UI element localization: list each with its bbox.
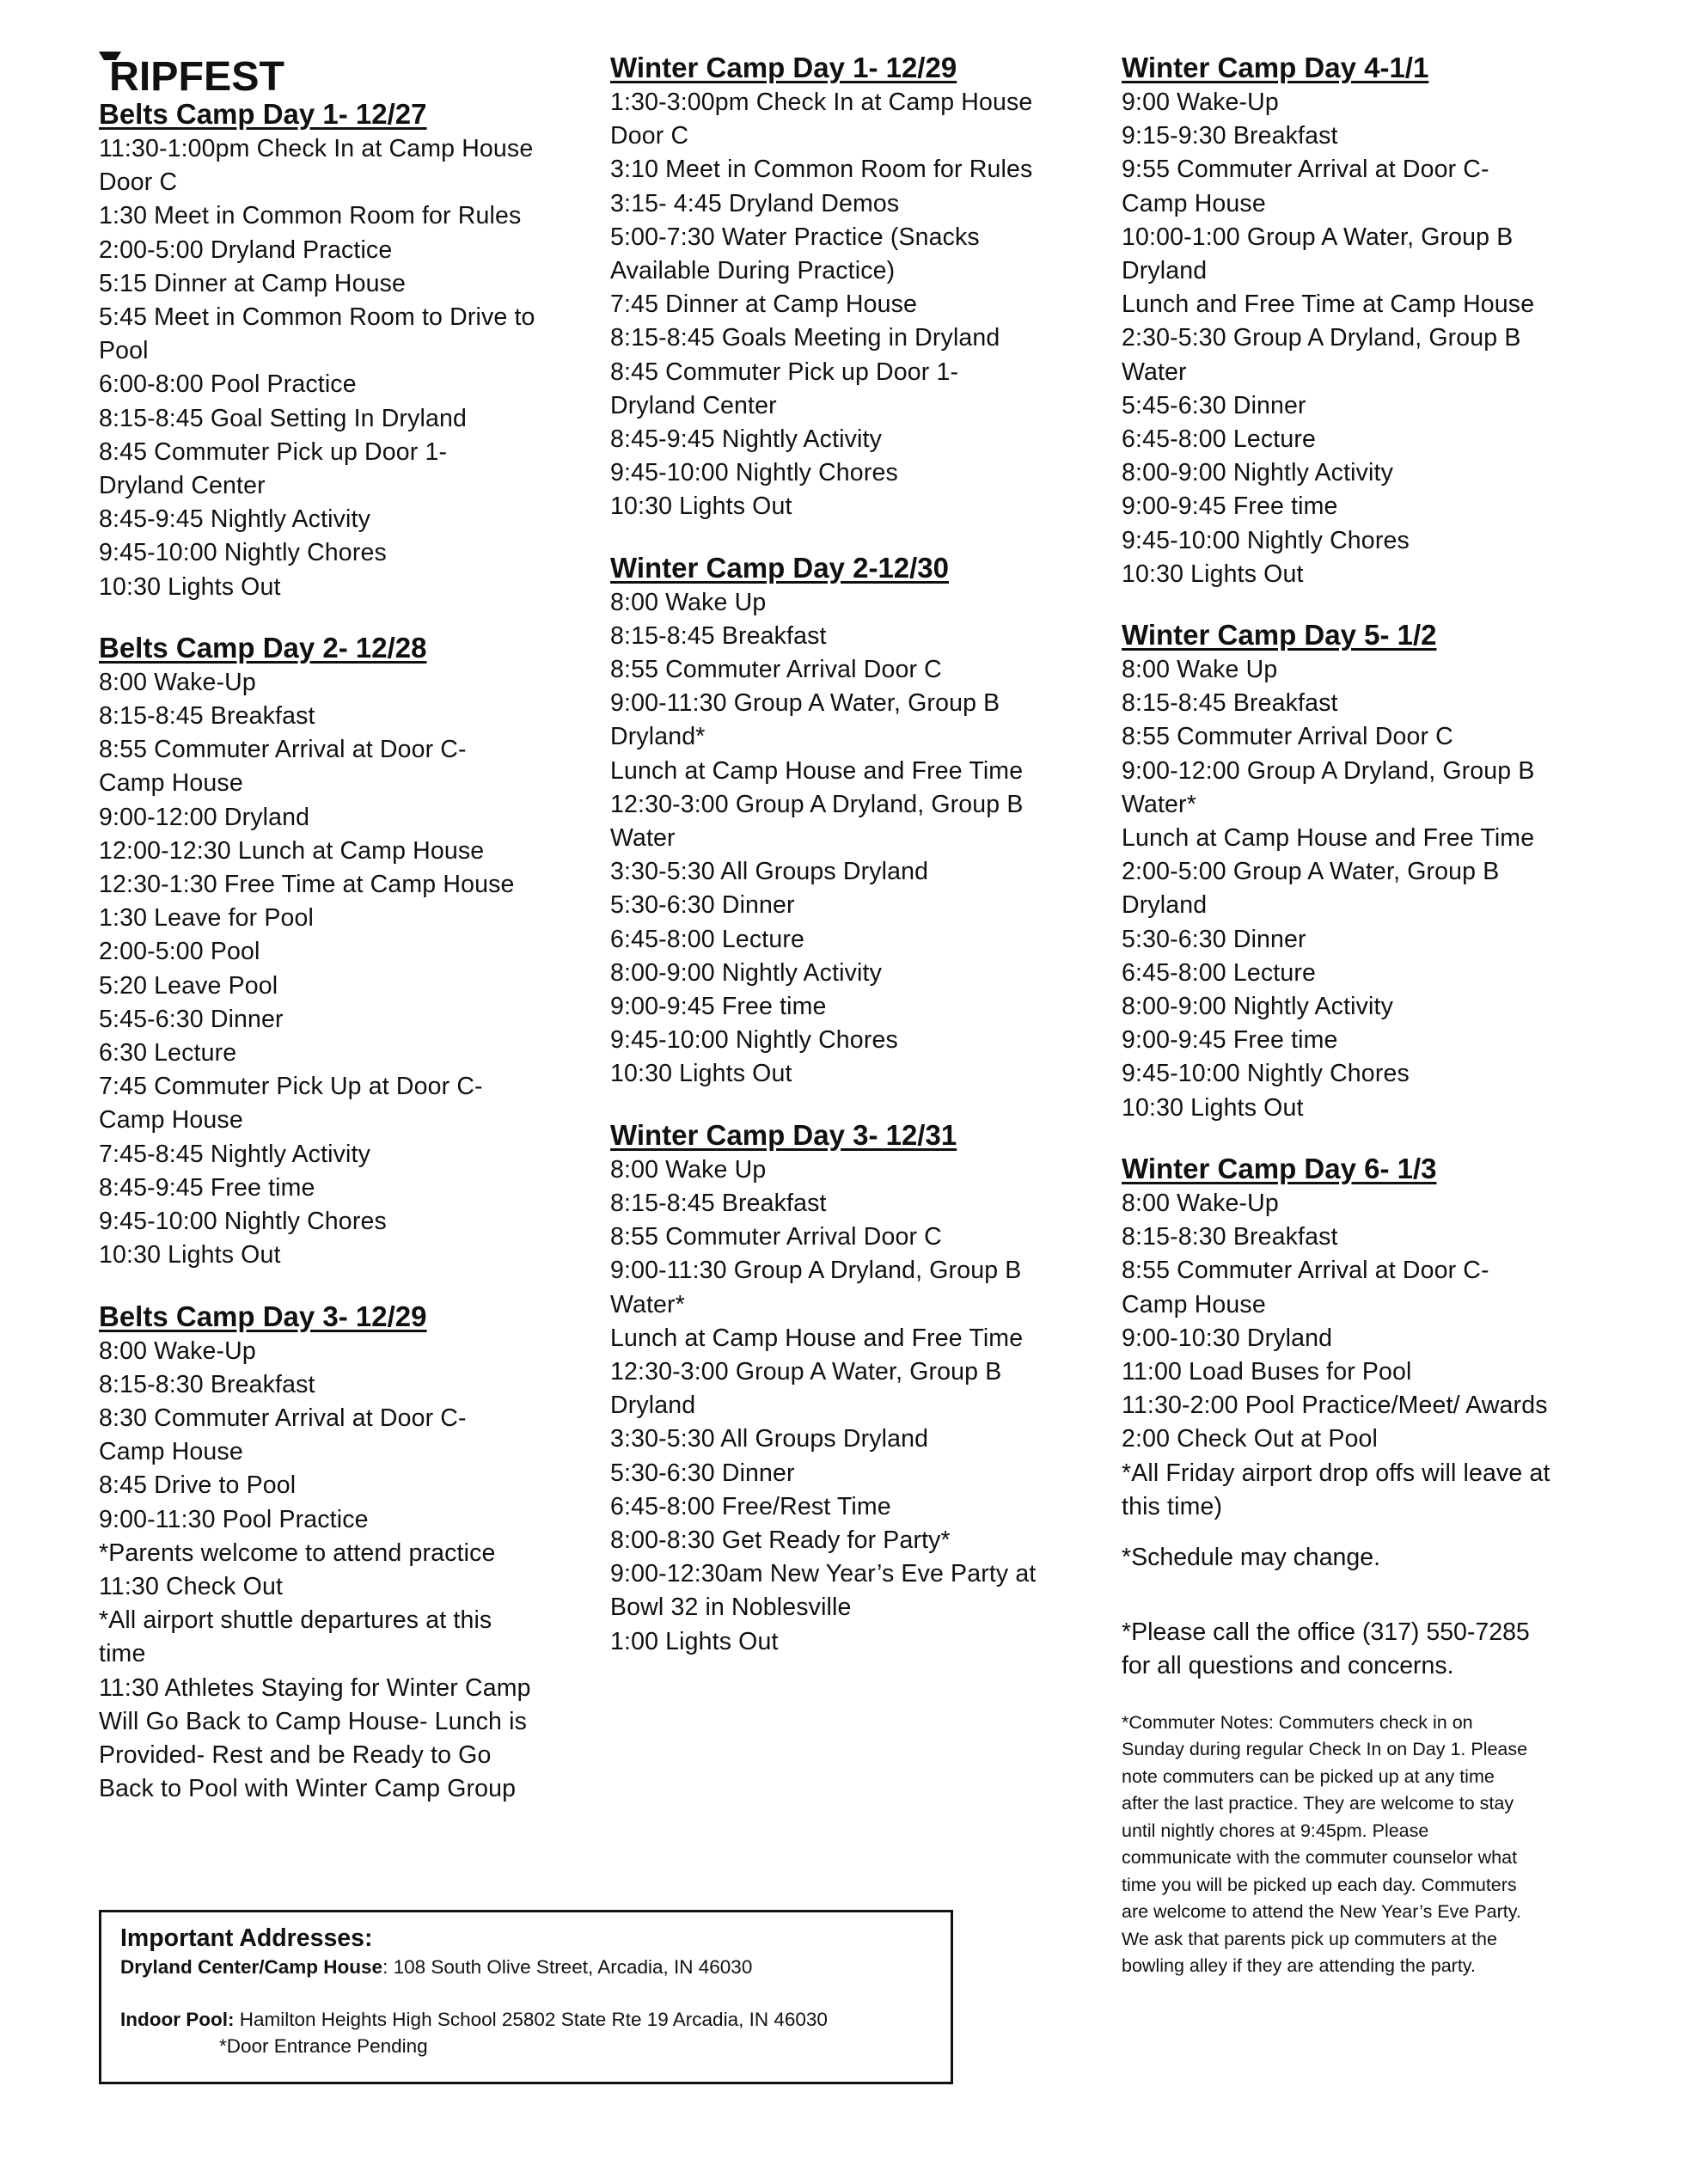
schedule-entry: *Parents welcome to attend practice <box>99 1539 496 1567</box>
schedule-entry: 6:45-8:00 Lecture <box>1122 958 1316 987</box>
schedule-entry: 8:00 Wake-Up <box>1122 1189 1279 1217</box>
schedule-entry: 10:30 Lights Out <box>610 492 792 521</box>
schedule-entry: 8:55 Commuter Arrival Door C <box>610 656 942 684</box>
schedule-entry: 9:45-10:00 Nightly Chores <box>1122 526 1410 554</box>
schedule-entry: Will Go Back to Camp House- Lunch is <box>99 1707 527 1735</box>
schedule-entry: this time) <box>1122 1492 1223 1520</box>
schedule-entry: 9:45-10:00 Nightly Chores <box>610 459 898 487</box>
note-line: communicate with the commuter counselor what <box>1122 1847 1518 1869</box>
schedule-entry: 12:30-3:00 Group A Water, Group B <box>610 1357 1002 1386</box>
day-block <box>610 50 1092 524</box>
schedule-entry: Camp House <box>99 1106 243 1135</box>
schedule-entry: *All Friday airport drop offs will leave at <box>1122 1459 1550 1487</box>
schedule-entry: 8:00 Wake Up <box>610 1155 767 1184</box>
schedule-entry: Camp House <box>1122 1290 1266 1318</box>
note-line: *Commuter Notes: Commuters check in on <box>1122 1711 1473 1733</box>
schedule-entry: Water* <box>1122 790 1196 818</box>
schedule-entry: Dryland <box>610 1392 696 1420</box>
schedule-entry: 9:00-9:45 Free time <box>1122 1026 1338 1055</box>
day-title: Winter Camp Day 4-1/1 <box>1122 52 1429 83</box>
schedule-entry: 5:45-6:30 Dinner <box>99 1005 284 1033</box>
schedule-entry: 2:00-5:00 Dryland Practice <box>99 236 393 264</box>
schedule-entry: 10:30 Lights Out <box>1122 560 1304 588</box>
schedule-entry: 8:55 Commuter Arrival Door C <box>1122 723 1453 751</box>
schedule-entry: 9:45-10:00 Nightly Chores <box>610 1026 898 1055</box>
schedule-entry: Dryland <box>1122 257 1208 285</box>
schedule-entry: 9:00-12:30am New Year’s Eve Party at <box>610 1560 1037 1588</box>
note-line: bowling alley if they are attending the party. <box>1122 1955 1476 1977</box>
schedule-entry: Door C <box>610 122 689 150</box>
schedule-entry: 8:15-8:45 Breakfast <box>610 621 827 650</box>
schedule-entry: Camp House <box>99 1438 243 1466</box>
schedule-change-note: *Schedule may change. <box>1122 1543 1381 1571</box>
indoor-pool-label: Indoor Pool: <box>120 2009 235 2030</box>
schedule-entry: 9:00-12:00 Group A Dryland, Group B <box>1122 756 1535 785</box>
schedule-entry: 8:00-9:00 Nightly Activity <box>1122 459 1393 487</box>
schedule-entry: 12:30-3:00 Group A Dryland, Group B <box>610 790 1024 818</box>
dryland-address-value: : 108 South Olive Street, Arcadia, IN 46030 <box>382 1956 753 1978</box>
schedule-entry: 9:00-11:30 Group A Water, Group B <box>610 689 1000 718</box>
day-block <box>99 630 580 1273</box>
schedule-entry: 9:55 Commuter Arrival at Door C- <box>1122 156 1489 184</box>
schedule-entry: Water <box>610 824 676 853</box>
schedule-entry: 10:30 Lights Out <box>1122 1093 1304 1122</box>
schedule-entry: Water* <box>610 1290 685 1318</box>
schedule-entry: 1:30-3:00pm Check In at Camp House <box>610 89 1033 116</box>
schedule-entry: 9:00-12:00 Dryland <box>99 803 310 831</box>
schedule-entry: 8:45 Commuter Pick up Door 1- <box>99 437 448 466</box>
schedule-entry: 5:20 Leave Pool <box>99 971 278 1000</box>
schedule-entry: 8:00 Wake Up <box>1122 656 1278 684</box>
schedule-entry: 8:00 Wake-Up <box>99 668 256 696</box>
day-entries <box>1122 86 1603 591</box>
schedule-entry: 6:45-8:00 Free/Rest Time <box>610 1492 891 1520</box>
ripfest-logo-text: RIPFEST <box>109 54 284 95</box>
schedule-entry: Lunch at Camp House and Free Time <box>1122 824 1535 853</box>
note-line: are welcome to attend the New Year’s Eve Party. <box>1122 1901 1521 1923</box>
schedule-entry: 8:55 Commuter Arrival at Door C- <box>99 736 467 764</box>
schedule-entry: 3:10 Meet in Common Room for Rules <box>610 156 1033 184</box>
schedule-entry: 8:00 Wake-Up <box>99 1337 256 1365</box>
schedule-entry: 2:30-5:30 Group A Dryland, Group B <box>1122 324 1521 352</box>
office-phone-note <box>1122 1616 1603 1683</box>
day-entries <box>99 666 580 1273</box>
note-line: Sunday during regular Check In on Day 1. Please <box>1122 1739 1528 1760</box>
important-addresses-box <box>99 1910 953 2084</box>
schedule-entry: 9:45-10:00 Nightly Chores <box>99 539 387 567</box>
schedule-entry: 6:30 Lecture <box>99 1039 237 1068</box>
day-block <box>99 96 580 604</box>
schedule-entry: 1:30 Leave for Pool <box>99 904 315 933</box>
schedule-entry: Dryland Center <box>610 391 777 419</box>
schedule-entry: Lunch and Free Time at Camp House <box>1122 291 1535 319</box>
schedule-entry: 2:00-5:00 Pool <box>99 938 260 966</box>
schedule-column-2 <box>610 50 1092 1685</box>
schedule-entry: 3:30-5:30 All Groups Dryland <box>610 1425 929 1453</box>
day-title: Winter Camp Day 3- 12/31 <box>610 1118 957 1151</box>
day-entries <box>610 86 1092 524</box>
schedule-entry: 8:45-9:45 Free time <box>99 1173 315 1202</box>
schedule-entry: 7:45 Dinner at Camp House <box>610 291 918 319</box>
schedule-entry: time <box>99 1640 146 1668</box>
dryland-address-label: Dryland Center/Camp House <box>120 1956 383 1978</box>
schedule-entry: 3:30-5:30 All Groups Dryland <box>610 858 929 886</box>
schedule-entry: Water <box>1122 358 1187 386</box>
door-entrance-pending: *Door Entrance Pending <box>219 2035 428 2057</box>
schedule-entry: 5:30-6:30 Dinner <box>1122 925 1306 953</box>
schedule-entry: 8:00 Wake Up <box>610 588 767 616</box>
note-line: after the last practice. They are welcome to stay <box>1122 1793 1514 1814</box>
schedule-entry: 10:30 Lights Out <box>99 572 281 601</box>
schedule-entry: 9:00-11:30 Pool Practice <box>99 1505 369 1533</box>
schedule-entry: 10:30 Lights Out <box>610 1060 792 1088</box>
schedule-entry: 8:45 Drive to Pool <box>99 1471 297 1500</box>
schedule-entry: 9:00-9:45 Free time <box>610 993 827 1021</box>
schedule-entry: 8:00-8:30 Get Ready for Party* <box>610 1526 951 1554</box>
schedule-entry: 8:45-9:45 Nightly Activity <box>610 425 882 454</box>
schedule-entry: 5:15 Dinner at Camp House <box>99 269 407 297</box>
schedule-entry: 12:00-12:30 Lunch at Camp House <box>99 836 485 865</box>
schedule-entry: 11:30 Check Out <box>99 1572 284 1600</box>
schedule-entry: 8:15-8:45 Breakfast <box>610 1189 827 1217</box>
schedule-column-1 <box>99 50 580 1832</box>
schedule-entry: 8:30 Commuter Arrival at Door C- <box>99 1404 467 1432</box>
addresses-title: Important Addresses: <box>120 1924 373 1952</box>
schedule-entry: 9:00-10:30 Dryland <box>1122 1324 1333 1352</box>
day-title: Belts Camp Day 2- 12/28 <box>99 631 427 664</box>
schedule-entry: Camp House <box>99 769 243 798</box>
day-entries <box>1122 653 1603 1125</box>
schedule-entry: 6:45-8:00 Lecture <box>610 925 804 953</box>
day-entries <box>610 586 1092 1092</box>
schedule-entry: Available During Practice) <box>610 257 896 285</box>
schedule-entry: 8:00-9:00 Nightly Activity <box>610 958 882 987</box>
schedule-entry: 7:45 Commuter Pick Up at Door C- <box>99 1073 483 1101</box>
schedule-entry: 11:30 Athletes Staying for Winter Camp <box>99 1673 531 1702</box>
note-line: until nightly chores at 9:45pm. Please <box>1122 1820 1429 1841</box>
day-title: Winter Camp Day 2-12/30 <box>610 551 950 584</box>
schedule-entry: Camp House <box>1122 189 1266 217</box>
schedule-entry: 10:00-1:00 Group A Water, Group B <box>1122 223 1514 251</box>
day-block <box>1122 617 1603 1125</box>
day-title: Belts Camp Day 3- 12/29 <box>99 1300 427 1332</box>
schedule-entry: Dryland* <box>610 723 706 751</box>
schedule-entry: Bowl 32 in Noblesville <box>610 1594 852 1622</box>
schedule-entry: 9:00 Wake-Up <box>1122 89 1279 116</box>
schedule-entry: 8:55 Commuter Arrival Door C <box>610 1223 942 1251</box>
schedule-entry: 5:00-7:30 Water Practice (Snacks <box>610 223 980 251</box>
schedule-entry: 6:45-8:00 Lecture <box>1122 425 1316 454</box>
indoor-pool-value: Hamilton Heights High School 25802 State Rte 19 Arcadia, IN 46030 <box>234 2009 828 2030</box>
schedule-entry: 1:00 Lights Out <box>610 1627 779 1655</box>
day-block <box>610 1117 1092 1659</box>
day-entries <box>1122 1187 1603 1524</box>
note-line: for all questions and concerns. <box>1122 1652 1454 1680</box>
schedule-entry: 3:15- 4:45 Dryland Demos <box>610 189 900 217</box>
schedule-entry: 8:55 Commuter Arrival at Door C- <box>1122 1257 1489 1285</box>
schedule-entry: Lunch at Camp House and Free Time <box>610 756 1024 785</box>
schedule-entry: 8:15-8:45 Goal Setting In Dryland <box>99 404 467 432</box>
schedule-entry: 8:15-8:30 Breakfast <box>99 1370 315 1398</box>
indoor-pool-address <box>120 2006 932 2033</box>
schedule-entry: 5:45 Meet in Common Room to Drive to <box>99 303 535 332</box>
commuter-notes <box>1122 1710 1603 1980</box>
schedule-entry: 9:15-9:30 Breakfast <box>1122 122 1338 150</box>
note-line: note commuters can be picked up at any time <box>1122 1765 1495 1787</box>
schedule-entry: Back to Pool with Winter Camp Group <box>99 1775 517 1803</box>
day-entries <box>610 1153 1092 1659</box>
day-title: Winter Camp Day 5- 1/2 <box>1122 619 1437 652</box>
schedule-entry: 2:00-5:00 Group A Water, Group B <box>1122 858 1500 886</box>
note-line: *Please call the office (317) 550-7285 <box>1122 1618 1530 1647</box>
schedule-entry: 1:30 Meet in Common Room for Rules <box>99 202 522 230</box>
day-entries <box>99 1335 580 1807</box>
note-line: We ask that parents pick up commuters at the <box>1122 1928 1497 1949</box>
day-title: Winter Camp Day 1- 12/29 <box>610 52 957 83</box>
schedule-entry: 8:00-9:00 Nightly Activity <box>1122 993 1393 1021</box>
day-title: Belts Camp Day 1- 12/27 <box>99 98 427 130</box>
schedule-entry: Pool <box>99 337 149 365</box>
ripfest-logo <box>99 52 288 95</box>
schedule-entry: 2:00 Check Out at Pool <box>1122 1425 1378 1453</box>
schedule-entry: 5:30-6:30 Dinner <box>610 1459 795 1487</box>
schedule-entry: 8:15-8:30 Breakfast <box>1122 1223 1338 1251</box>
schedule-entry: 10:30 Lights Out <box>99 1241 281 1269</box>
schedule-entry: 11:00 Load Buses for Pool <box>1122 1357 1412 1386</box>
schedule-entry: 9:00-9:45 Free time <box>1122 492 1338 521</box>
schedule-entry: Dryland <box>1122 891 1208 920</box>
schedule-entry: 5:45-6:30 Dinner <box>1122 391 1306 419</box>
day-block <box>1122 1151 1603 1524</box>
schedule-entry: Lunch at Camp House and Free Time <box>610 1324 1024 1352</box>
schedule-entry: Provided- Rest and be Ready to Go <box>99 1740 492 1769</box>
schedule-entry: 7:45-8:45 Nightly Activity <box>99 1140 370 1168</box>
schedule-entry: 9:00-11:30 Group A Dryland, Group B <box>610 1257 1022 1285</box>
day-title: Winter Camp Day 6- 1/3 <box>1122 1152 1437 1184</box>
schedule-entry: 6:00-8:00 Pool Practice <box>99 370 357 399</box>
schedule-entry: Door C <box>99 168 178 197</box>
schedule-entry: 9:45-10:00 Nightly Chores <box>1122 1060 1410 1088</box>
day-entries <box>99 132 580 604</box>
schedule-column-3 <box>1122 50 1603 1980</box>
schedule-entry: *All airport shuttle departures at this <box>99 1606 492 1635</box>
schedule-entry: 8:15-8:45 Breakfast <box>1122 689 1338 718</box>
schedule-entry: Dryland Center <box>99 472 266 500</box>
schedule-entry: 9:45-10:00 Nightly Chores <box>99 1208 387 1236</box>
day-block <box>99 1299 580 1807</box>
schedule-entry: 11:30-2:00 Pool Practice/Meet/ Awards <box>1122 1392 1548 1420</box>
dryland-address <box>120 1954 932 1980</box>
schedule-entry: 8:45 Commuter Pick up Door 1- <box>610 358 959 386</box>
schedule-entry: 11:30-1:00pm Check In at Camp House <box>99 135 534 162</box>
schedule-entry: 12:30-1:30 Free Time at Camp House <box>99 871 515 899</box>
day-block <box>610 550 1092 1092</box>
day-block <box>1122 50 1603 591</box>
schedule-entry: 8:45-9:45 Nightly Activity <box>99 505 370 534</box>
note-line: time you will be picked up each day. Commuters <box>1122 1874 1517 1895</box>
schedule-entry: 8:15-8:45 Goals Meeting in Dryland <box>610 324 1000 352</box>
schedule-entry: 8:15-8:45 Breakfast <box>99 702 315 731</box>
schedule-entry: 5:30-6:30 Dinner <box>610 891 795 920</box>
